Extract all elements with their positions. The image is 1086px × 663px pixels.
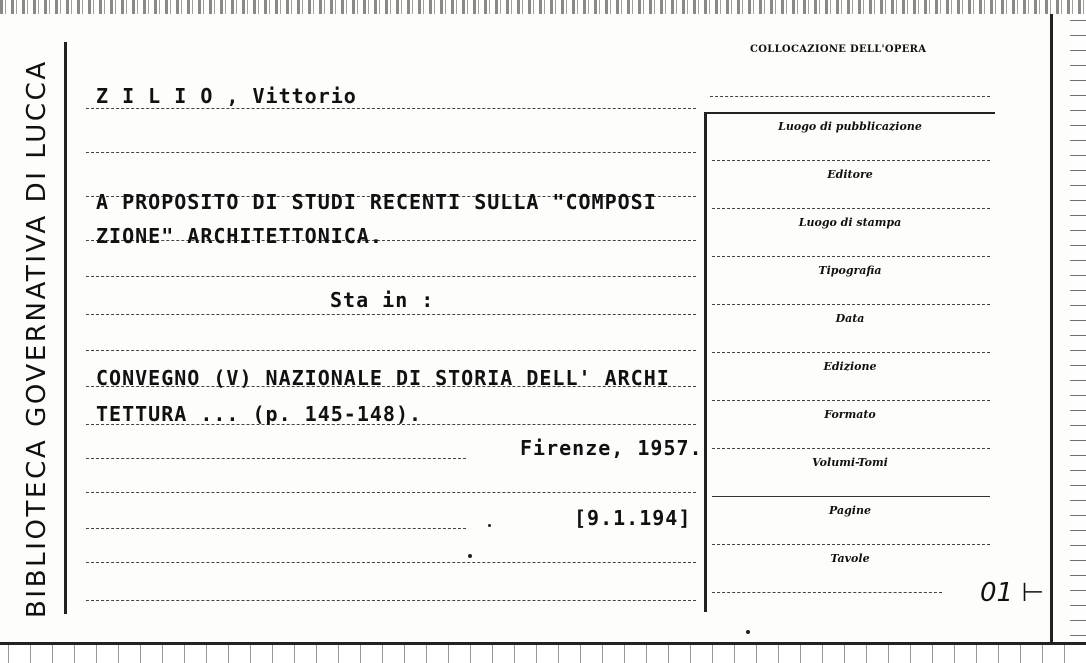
ruled-line [86,350,696,351]
card-right-edge [1050,14,1053,642]
source-line-2: TETTURA ... (p. 145-148). [96,402,423,426]
field-line [712,592,942,593]
field-line [712,304,990,305]
ruled-line [86,562,696,563]
ruled-line [86,528,466,529]
ruled-line [86,276,696,277]
field-line [712,544,990,545]
field-line [712,448,990,449]
field-line [712,496,990,497]
title-line-2: ZIONE" ARCHITETTONICA. [96,224,383,248]
left-margin-rule [64,42,67,614]
field-luogo-stampa: Luogo di stampa [798,216,902,229]
field-editore: Editore [827,168,873,181]
dust-speck [746,630,750,634]
field-line [712,400,990,401]
field-tavole: Tavole [830,552,870,565]
field-data: Data [835,312,865,325]
author-name: Z I L I O , Vittorio [96,84,357,108]
ruled-line [86,600,696,601]
field-formato: Formato [824,408,876,421]
dust-speck [488,524,491,527]
field-pagine: Pagine [829,504,871,517]
source-line-1: CONVEGNO (V) NAZIONALE DI STORIA DELL' ARCHI [96,366,670,390]
ruled-line [86,492,696,493]
field-line [712,208,990,209]
field-line [712,352,990,353]
card-top-edge [0,0,1086,14]
dust-speck [468,554,472,558]
place-year: Firenze, 1957. [520,436,703,460]
ruled-line [86,314,696,315]
library-name: BIBLIOTECA GOVERNATIVA DI LUCCA [22,59,52,618]
field-luogo-pubblicazione: Luogo di pubblicazione [778,120,922,133]
reference-number: [9.1.194] [574,506,692,530]
ruled-line [86,152,696,153]
ruled-line [710,96,990,97]
handwritten-note: 01 ⊢ [980,578,1044,608]
field-tipografia: Tipografia [818,264,882,277]
field-volumi-tomi: Volumi-Tomi [812,456,888,469]
ruled-line [86,108,696,109]
card-right-margin [1070,14,1086,642]
field-edizione: Edizione [823,360,877,373]
field-line [712,256,990,257]
collocazione-heading: COLLOCAZIONE DELL'OPERA [750,44,927,55]
ruled-line [86,458,466,459]
sta-in-label: Sta in : [330,288,435,312]
title-line-1: A PROPOSITO DI STUDI RECENTI SULLA "COMPOSI [96,190,657,214]
field-line [712,160,990,161]
